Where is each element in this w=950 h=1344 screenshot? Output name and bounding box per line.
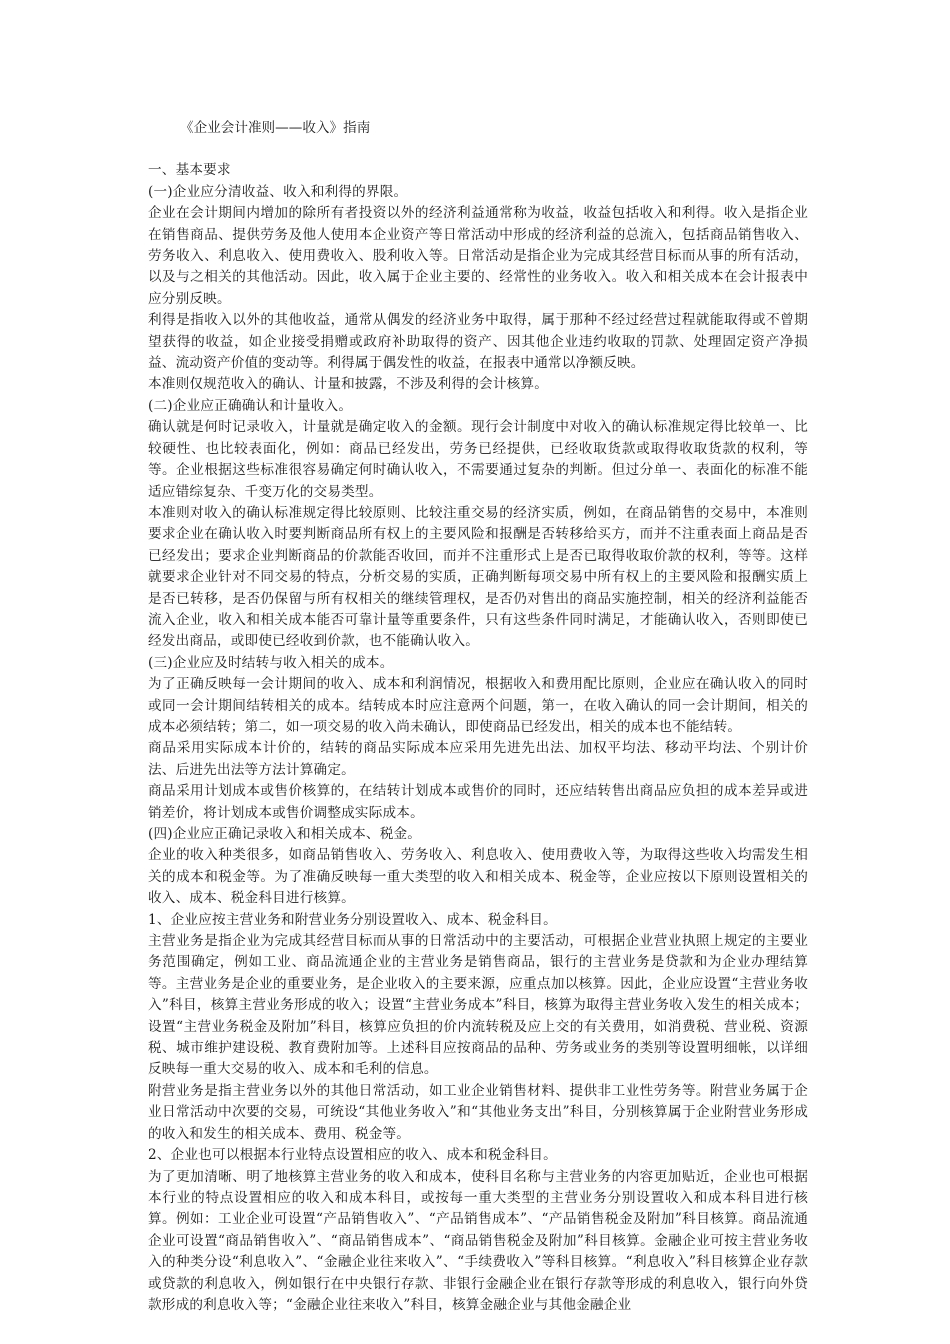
document-title: 《企业会计准则——收入》指南 — [180, 120, 371, 136]
subsection-heading: (三)企业应及时结转与收入相关的成本。 — [148, 654, 394, 671]
body-paragraph: 企业在会计期间内增加的除所有者投资以外的经济利益通常称为收益，收益包括收入和利得。收入是指企业在销售商品、提供劳务及他人使用本企业资产等日常活动中形成的经济利益的总流入，包括商品销售收入、劳务收入、利息收入、使用费收入、股利收入等。日常活动是指企业为完成其经营目标而从事的所有活动，以及与之相关的其他活动。因此，收入属于企业主要的、经常性的业务收入。收入和相关成本在会计报表中应分别反映。 — [148, 205, 808, 307]
body-paragraph: 商品采用实际成本计价的，结转的商品实际成本应采用先进先出法、加权平均法、移动平均法、个别计价法、后进先出法等方法计算确定。 — [148, 740, 808, 778]
subsection-heading: (二)企业应正确确认和计量收入。 — [148, 397, 353, 414]
body-paragraph: 为了更加清晰、明了地核算主营业务的收入和成本，使科目名称与主营业务的内容更加贴近，企业也可根据本行业的特点设置相应的收入和成本科目，或按每一重大类型的主营业务分别设置收入和成本科目进行核算。例如：工业企业可设置“产品销售收入”、“产品销售成本”、“产品销售税金及附加”科目核算。商品流通企业可设置“商品销售收入”、“商品销售成本”、“商品销售税金及附加”科目核算。金融企业可按主营业务收入的种类分设“利息收入”、“金融企业往来收入”、“手续费收入”等科目核算。“利息收入”科目核算企业存款或贷款的利息收入，例如银行在中央银行存款、非银行金融企业在银行存款等形成的利息收入，银行向外贷款形成的利息收入等；“金融企业往来收入”科目，核算金融企业与其他金融企业 — [148, 1168, 808, 1313]
numbered-heading: 2、企业也可以根据本行业特点设置相应的收入、成本和税金科目。 — [148, 1147, 557, 1164]
body-paragraph: 商品采用计划成本或售价核算的，在结转计划成本或售价的同时，还应结转售出商品应负担的成本差异或进销差价，将计划成本或售价调整成实际成本。 — [148, 783, 808, 821]
body-paragraph: 主营业务是指企业为完成其经营目标而从事的日常活动中的主要活动，可根据企业营业执照上规定的主要业务范围确定，例如工业、商品流通企业的主营业务是销售商品，银行的主营业务是贷款和为企业办理结算等。主营业务是企业的重要业务，是企业收入的主要来源，应重点加以核算。因此，企业应设置“主营业务收入”科目，核算主营业务形成的收入；设置“主营业务成本”科目，核算为取得主营业务收入发生的相关成本；设置“主营业务税金及附加”科目，核算应负担的价内流转税及应上交的有关费用，如消费税、营业税、资源税、城市维护建设税、教育费附加等。上述科目应按商品的品种、劳务或业务的类别等设置明细帐，以详细反映每一重大交易的收入、成本和毛利的信息。 — [148, 933, 808, 1078]
body-paragraph: 为了正确反映每一会计期间的收入、成本和利润情况，根据收入和费用配比原则，企业应在确认收入的同时或同一会计期间结转相关的成本。结转成本时应注意两个问题，第一，在收入确认的同一会计期间，相关的成本必须结转；第二，如一项交易的收入尚未确认，即使商品已经发出，相关的成本也不能结转。 — [148, 676, 808, 735]
body-paragraph: 本准则对收入的确认标准规定得比较原则、比较注重交易的经济实质，例如，在商品销售的交易中，本准则要求企业在确认收入时要判断商品所有权上的主要风险和报酬是否转移给买方，而并不注重表面上商品是否已经发出；要求企业判断商品的价款能否收回，而并不注重形式上是否已取得收取价款的权利，等等。这样就要求企业针对不同交易的特点，分析交易的实质，正确判断每项交易中所有权上的主要风险和报酬实质上是否已转移，是否仍保留与所有权相关的继续管理权，是否仍对售出的商品实施控制，相关的经济利益能否流入企业，收入和相关成本能否可靠计量等重要条件，只有这些条件同时满足，才能确认收入，否则即使已经发出商品，或即使已经收到价款，也不能确认收入。 — [148, 504, 808, 650]
numbered-heading: 1、企业应按主营业务和附营业务分别设置收入、成本、税金科目。 — [148, 911, 557, 928]
body-paragraph: 利得是指收入以外的其他收益，通常从偶发的经济业务中取得，属于那种不经过经营过程就能取得或不曾期望获得的收益，如企业接受捐赠或政府补助取得的资产、因其他企业违约收取的罚款、处理固定资产净损益、流动资产价值的变动等。利得属于偶发性的收益，在报表中通常以净额反映。 — [148, 312, 808, 372]
body-paragraph: 附营业务是指主营业务以外的其他日常活动，如工业企业销售材料、提供非工业性劳务等。附营业务属于企业日常活动中次要的交易，可统设“其他业务收入”和“其他业务支出”科目，分别核算属于企业附营业务形成的收入和发生的相关成本、费用、税金等。 — [148, 1082, 808, 1142]
body-paragraph: 本准则仅规范收入的确认、计量和披露，不涉及利得的会计核算。 — [148, 376, 549, 393]
body-paragraph: 企业的收入种类很多，如商品销售收入、劳务收入、利息收入、使用费收入等，为取得这些收入均需发生相关的成本和税金等。为了准确反映每一重大类型的收入和相关成本、税金等，企业应按以下原则设置相关的收入、成本、税金科目进行核算。 — [148, 847, 808, 907]
subsection-heading: (四)企业应正确记录收入和相关成本、税金。 — [148, 826, 422, 842]
body-paragraph: 确认就是何时记录收入，计量就是确定收入的金额。现行会计制度中对收入的确认标准规定得比较单一、比较硬性、也比较表面化，例如：商品已经发出，劳务已经提供，已经收取货款或取得收取货款的权利，等等。企业根据这些标准很容易确定何时确认收入，不需要通过复杂的判断。但过分单一、表面化的标准不能适应错综复杂、千变万化的交易类型。 — [148, 419, 808, 500]
document-page — [148, 118, 808, 1316]
section-heading: 一、基本要求 — [148, 162, 231, 179]
subsection-heading: (一)企业应分清收益、收入和利得的界限。 — [148, 183, 408, 200]
